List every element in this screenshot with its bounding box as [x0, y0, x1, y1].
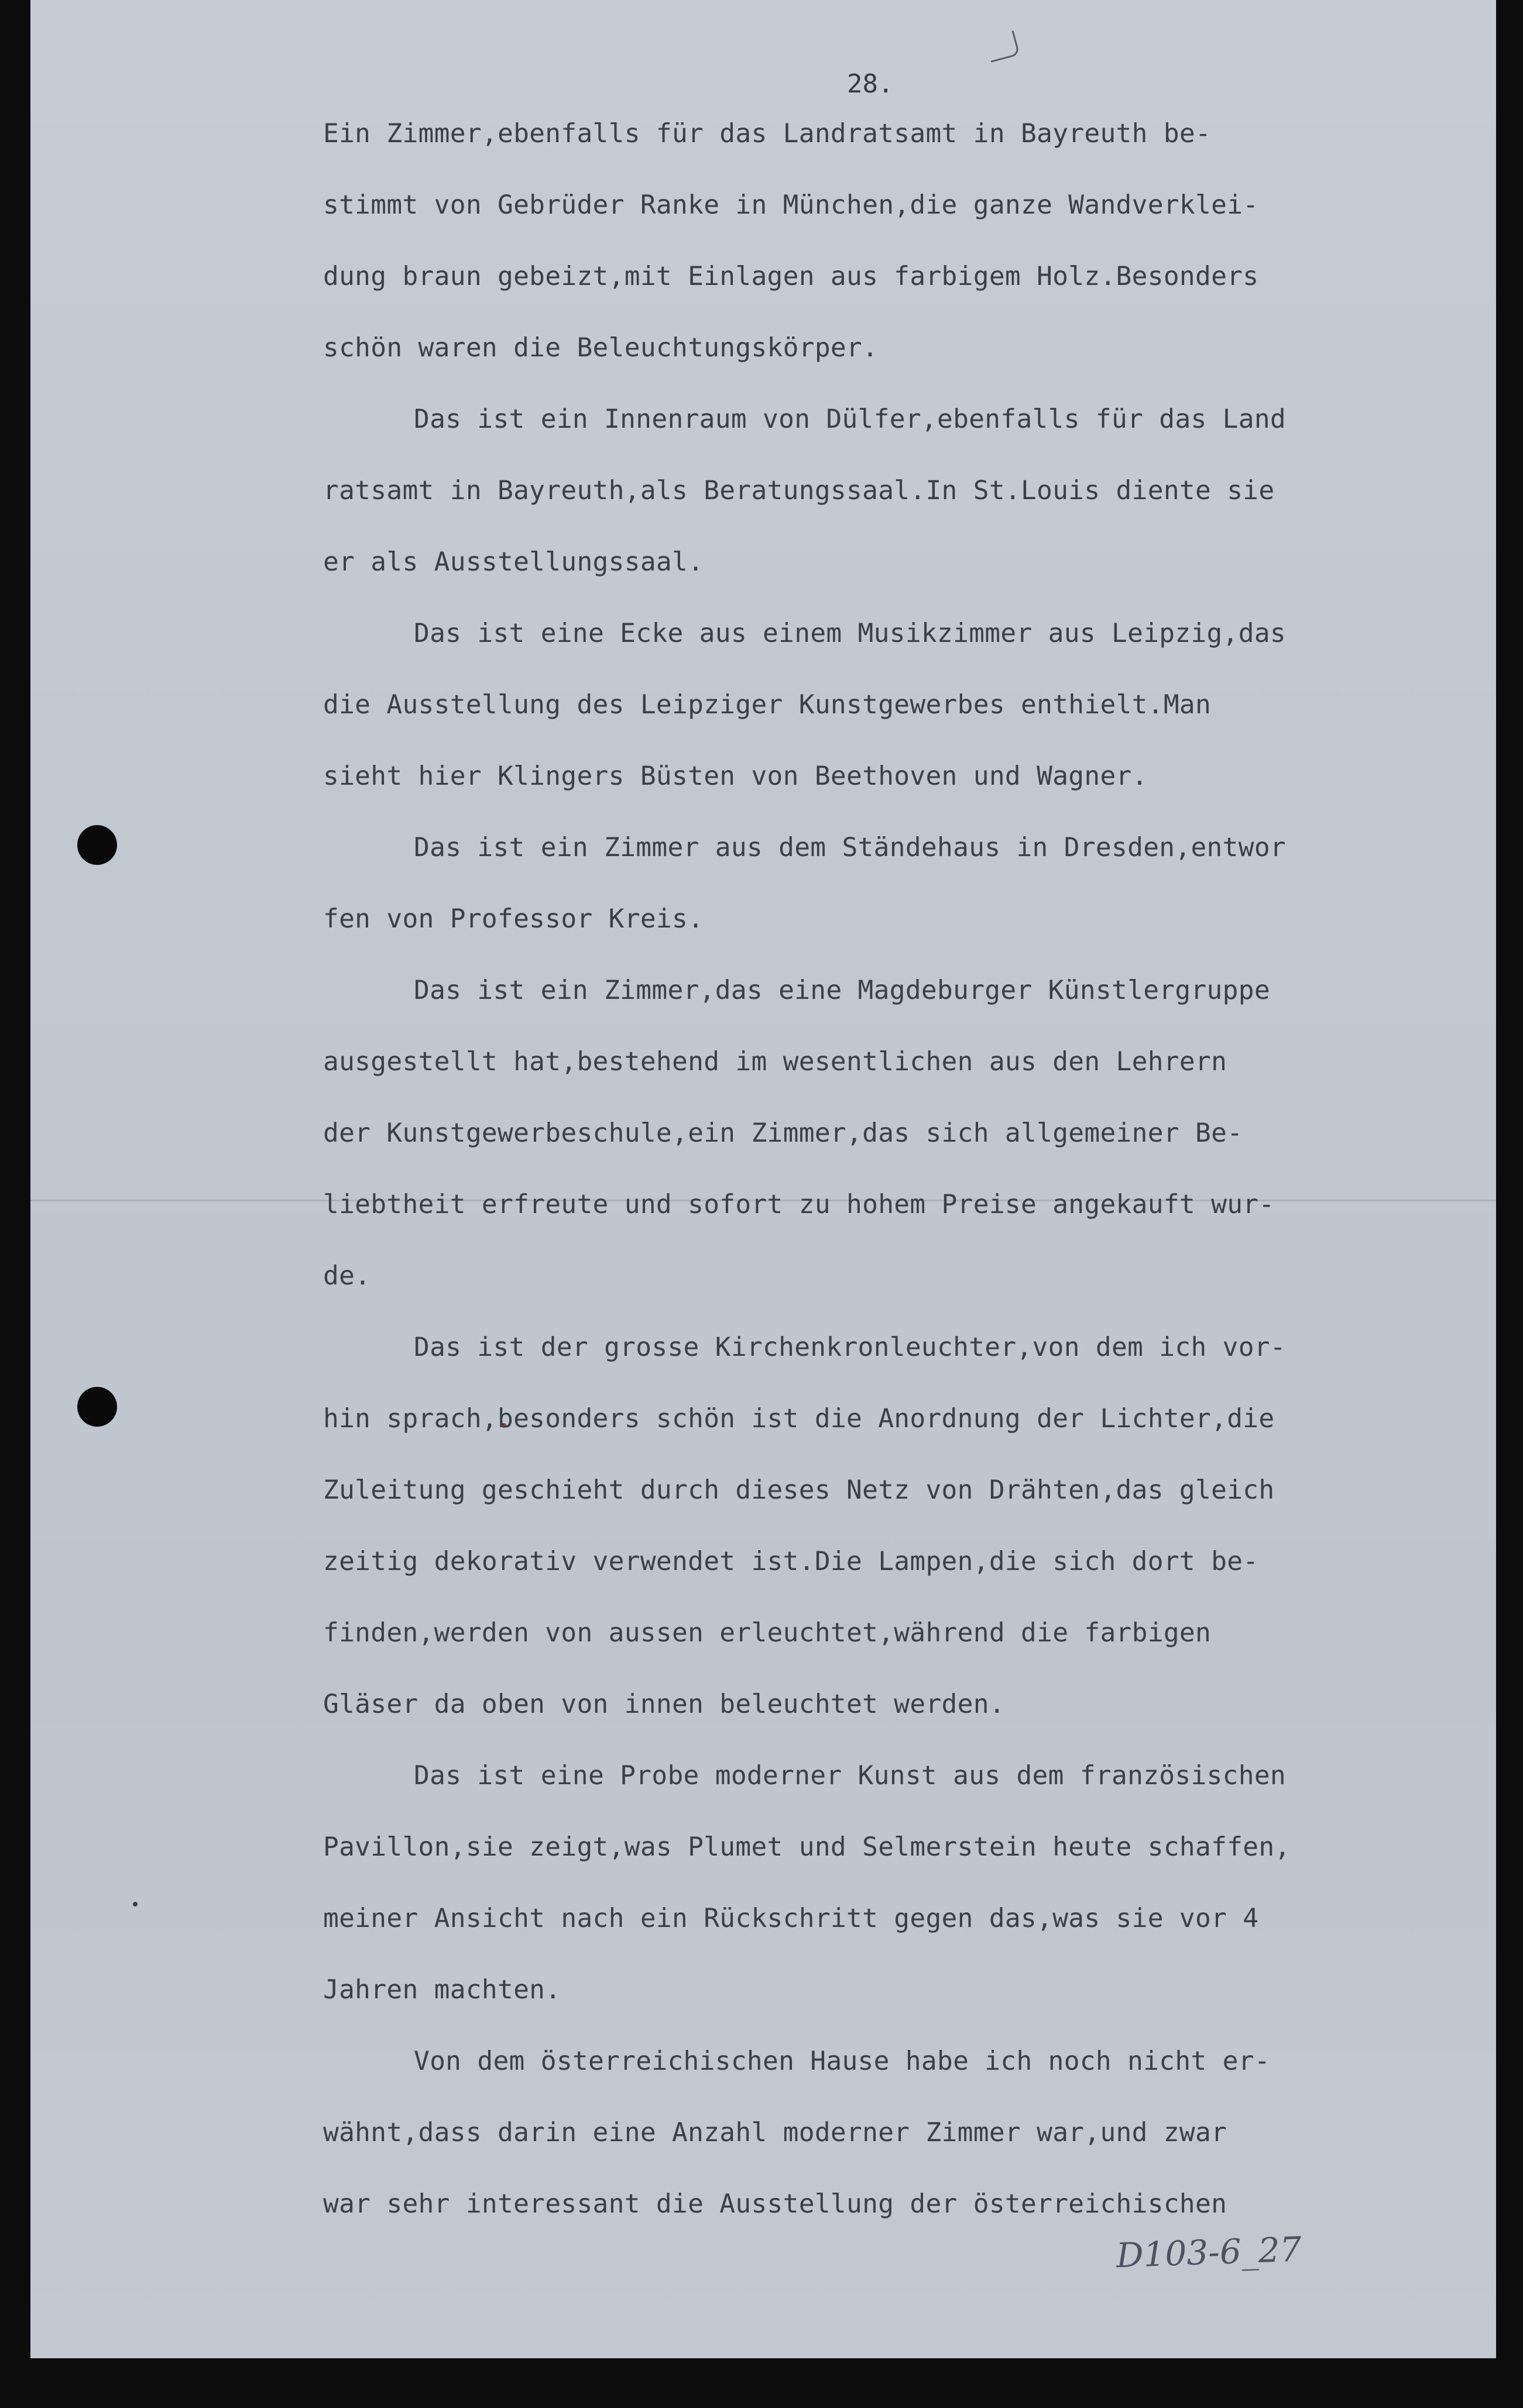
typewritten-page — [30, 0, 1496, 2358]
text-line: Zuleitung geschieht durch dieses Netz von Drähten,das gleich — [323, 1475, 1275, 1505]
text-line: schön waren die Beleuchtungskörper. — [323, 333, 879, 363]
text-line: finden,werden von aussen erleuchtet,während die farbigen — [323, 1618, 1212, 1648]
text-line: Das ist ein Zimmer,das eine Magdeburger Künstlergruppe — [414, 975, 1270, 1005]
archive-signature: D103-6_27 — [1115, 2229, 1302, 2276]
text-line: fen von Professor Kreis. — [323, 904, 704, 934]
text-line: dung braun gebeizt,mit Einlagen aus farbigem Holz.Besonders — [323, 262, 1259, 291]
text-line: sieht hier Klingers Büsten von Beethoven und Wagner. — [323, 761, 1148, 791]
punch-hole-lower — [77, 1387, 117, 1427]
text-line: die Ausstellung des Leipziger Kunstgewerbes enthielt.Man — [323, 690, 1212, 720]
text-line: ausgestellt hat,bestehend im wesentlichen aus den Lehrern — [323, 1047, 1227, 1077]
text-line: Pavillon,sie zeigt,was Plumet und Selmerstein heute schaffen, — [323, 1832, 1291, 1862]
text-line: Jahren machten. — [323, 1975, 561, 2005]
paragraph-6 — [323, 1312, 1470, 1740]
text-line: wähnt,dass darin eine Anzahl moderner Zimmer war,und zwar — [323, 2118, 1227, 2148]
text-line: zeitig dekorativ verwendet ist.Die Lampen,die sich dort be- — [323, 1547, 1259, 1576]
pencil-tick-mark — [985, 30, 1020, 63]
text-line: war sehr interessant die Ausstellung der österreichischen — [323, 2189, 1227, 2219]
paragraph-3 — [323, 598, 1470, 812]
text-line: hin sprach,besonders schön ist die Anordnung der Lichter,die — [323, 1404, 1275, 1434]
text-line: Das ist ein Innenraum von Dülfer,ebenfalls für das Land — [414, 404, 1287, 434]
paragraph-7 — [323, 1740, 1470, 2026]
punch-hole-upper — [77, 825, 117, 865]
text-line: Ein Zimmer,ebenfalls für das Landratsamt in Bayreuth be- — [323, 119, 1212, 149]
paragraph-5 — [323, 955, 1470, 1312]
text-line: de. — [323, 1261, 371, 1291]
text-line: Das ist eine Probe moderner Kunst aus dem französischen — [414, 1761, 1287, 1791]
text-line: ratsamt in Bayreuth,als Beratungssaal.In St.Louis diente sie — [323, 476, 1275, 506]
text-line: Von dem österreichischen Hause habe ich noch nicht er- — [414, 2046, 1270, 2076]
body-text — [323, 98, 1470, 2240]
text-line: stimmt von Gebrüder Ranke in München,die ganze Wandverklei- — [323, 190, 1259, 220]
text-line: der Kunstgewerbeschule,ein Zimmer,das sich allgemeiner Be- — [323, 1118, 1243, 1148]
paragraph-8 — [323, 2026, 1470, 2240]
paragraph-2 — [323, 384, 1470, 598]
paragraph-1 — [323, 98, 1470, 384]
text-line: meiner Ansicht nach ein Rückschritt gegen das,was sie vor 4 — [323, 1904, 1259, 1933]
text-line: Das ist eine Ecke aus einem Musikzimmer aus Leipzig,das — [414, 619, 1287, 648]
text-line: Gläser da oben von innen beleuchtet werden. — [323, 1689, 1005, 1719]
page-number: 28. — [847, 69, 894, 99]
text-line: liebtheit erfreute und sofort zu hohem Preise angekauft wur- — [323, 1190, 1275, 1220]
text-line: Das ist der grosse Kirchenkronleuchter,von dem ich vor- — [414, 1332, 1287, 1362]
text-line: er als Ausstellungssaal. — [323, 547, 704, 577]
paragraph-4 — [323, 812, 1470, 955]
text-line: Das ist ein Zimmer aus dem Ständehaus in Dresden,entwor — [414, 833, 1287, 863]
ink-speck — [133, 1902, 138, 1907]
